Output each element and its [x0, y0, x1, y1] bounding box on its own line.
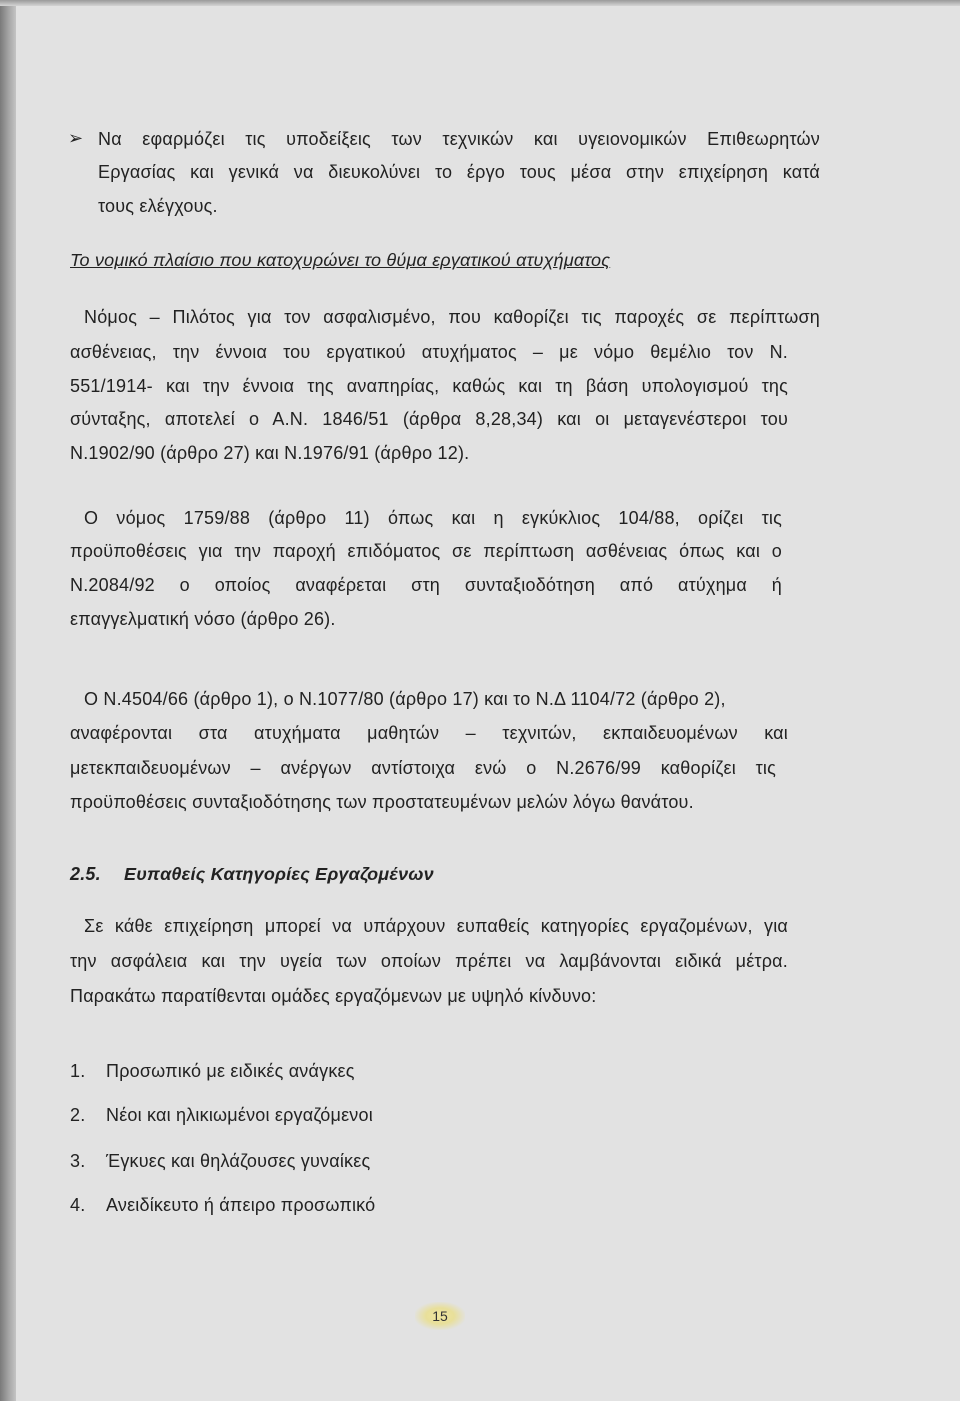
para4-line-1: Σε κάθε επιχείρηση μπορεί να υπάρχουν ευπαθείς κατηγορίες εργαζομένων, για: [84, 916, 788, 936]
para3-line-3: μετεκπαιδευομένων – ανέργων αντίστοιχα ενώ ο Ν.2676/99 καθορίζει τις: [70, 758, 776, 778]
para1-line-2: ασθένειας, την έννοια του εργατικού ατυχήματος – με νόμο θεμέλιο τον Ν.: [70, 342, 788, 362]
scan-top-edge: [0, 0, 960, 6]
para1-line-5: Ν.1902/90 (άρθρο 27) και Ν.1976/91 (άρθρο 12).: [70, 443, 470, 463]
section-number: 2.5.: [70, 864, 101, 884]
para4-line-3: Παρακάτω παρατίθενται ομάδες εργαζόμενων με υψηλό κίνδυνο:: [70, 986, 597, 1006]
list-item-1-number: 1.: [70, 1061, 86, 1081]
page-number: 15: [415, 1302, 465, 1330]
list-item-4-number: 4.: [70, 1195, 86, 1215]
list-item-3-number: 3.: [70, 1151, 86, 1171]
bullet-line-1: Να εφαρμόζει τις υποδείξεις των τεχνικών και υγειονομικών Επιθεωρητών: [98, 129, 820, 149]
list-item-1-text: Προσωπικό με ειδικές ανάγκες: [106, 1061, 355, 1081]
para2-line-2: προϋποθέσεις για την παροχή επιδόματος σε περίπτωση ασθένειας όπως και ο: [70, 541, 782, 561]
para3-line-1: Ο Ν.4504/66 (άρθρο 1), ο Ν.1077/80 (άρθρο 17) και το Ν.Δ 1104/72 (άρθρο 2),: [84, 689, 726, 709]
bullet-arrow-icon: ➢: [68, 128, 84, 148]
para2-line-4: επαγγελματική νόσο (άρθρο 26).: [70, 609, 336, 629]
list-item-2-number: 2.: [70, 1105, 86, 1125]
scan-left-edge: [0, 0, 16, 1401]
para4-line-2: την ασφάλεια και την υγεία των οποίων πρέπει να λαμβάνονται ειδικά μέτρα.: [70, 951, 788, 971]
para2-line-3: Ν.2084/92 ο οποίος αναφέρεται στη συνταξιοδότηση από ατύχημα ή: [70, 575, 782, 595]
bullet-line-2: Εργασίας και γενικά να διευκολύνει το έργο τους μέσα στην επιχείρηση κατά: [98, 162, 820, 182]
para1-line-4: σύνταξης, αποτελεί ο Α.Ν. 1846/51 (άρθρα 8,28,34) και οι μεταγενέστεροι του: [70, 409, 788, 429]
list-item-4-text: Ανειδίκευτο ή άπειρο προσωπικό: [106, 1195, 376, 1215]
section-title: Ευπαθείς Κατηγορίες Εργαζομένων: [124, 864, 434, 884]
bullet-line-3: τους ελέγχους.: [98, 196, 218, 216]
list-item-3-text: Έγκυες και θηλάζουσες γυναίκες: [106, 1151, 371, 1171]
para1-line-3: 551/1914- και την έννοια της αναπηρίας, καθώς και τη βάση υπολογισμού της: [70, 376, 788, 396]
para3-line-4: προϋποθέσεις συνταξιοδότησης των προστατευμένων μελών λόγω θανάτου.: [70, 792, 694, 812]
para1-line-1: Νόμος – Πιλότος για τον ασφαλισμένο, που καθορίζει τις παροχές σε περίπτωση: [84, 307, 820, 327]
legal-framework-heading: Το νομικό πλαίσιο που κατοχυρώνει το θύμα εργατικού ατυχήματος: [70, 250, 611, 270]
para2-line-1: Ο νόμος 1759/88 (άρθρο 11) όπως και η εγκύκλιος 104/88, ορίζει τις: [84, 508, 782, 528]
list-item-2-text: Νέοι και ηλικιωμένοι εργαζόμενοι: [106, 1105, 373, 1125]
para3-line-2: αναφέρονται στα ατυχήματα μαθητών – τεχνιτών, εκπαιδευομένων και: [70, 723, 788, 743]
